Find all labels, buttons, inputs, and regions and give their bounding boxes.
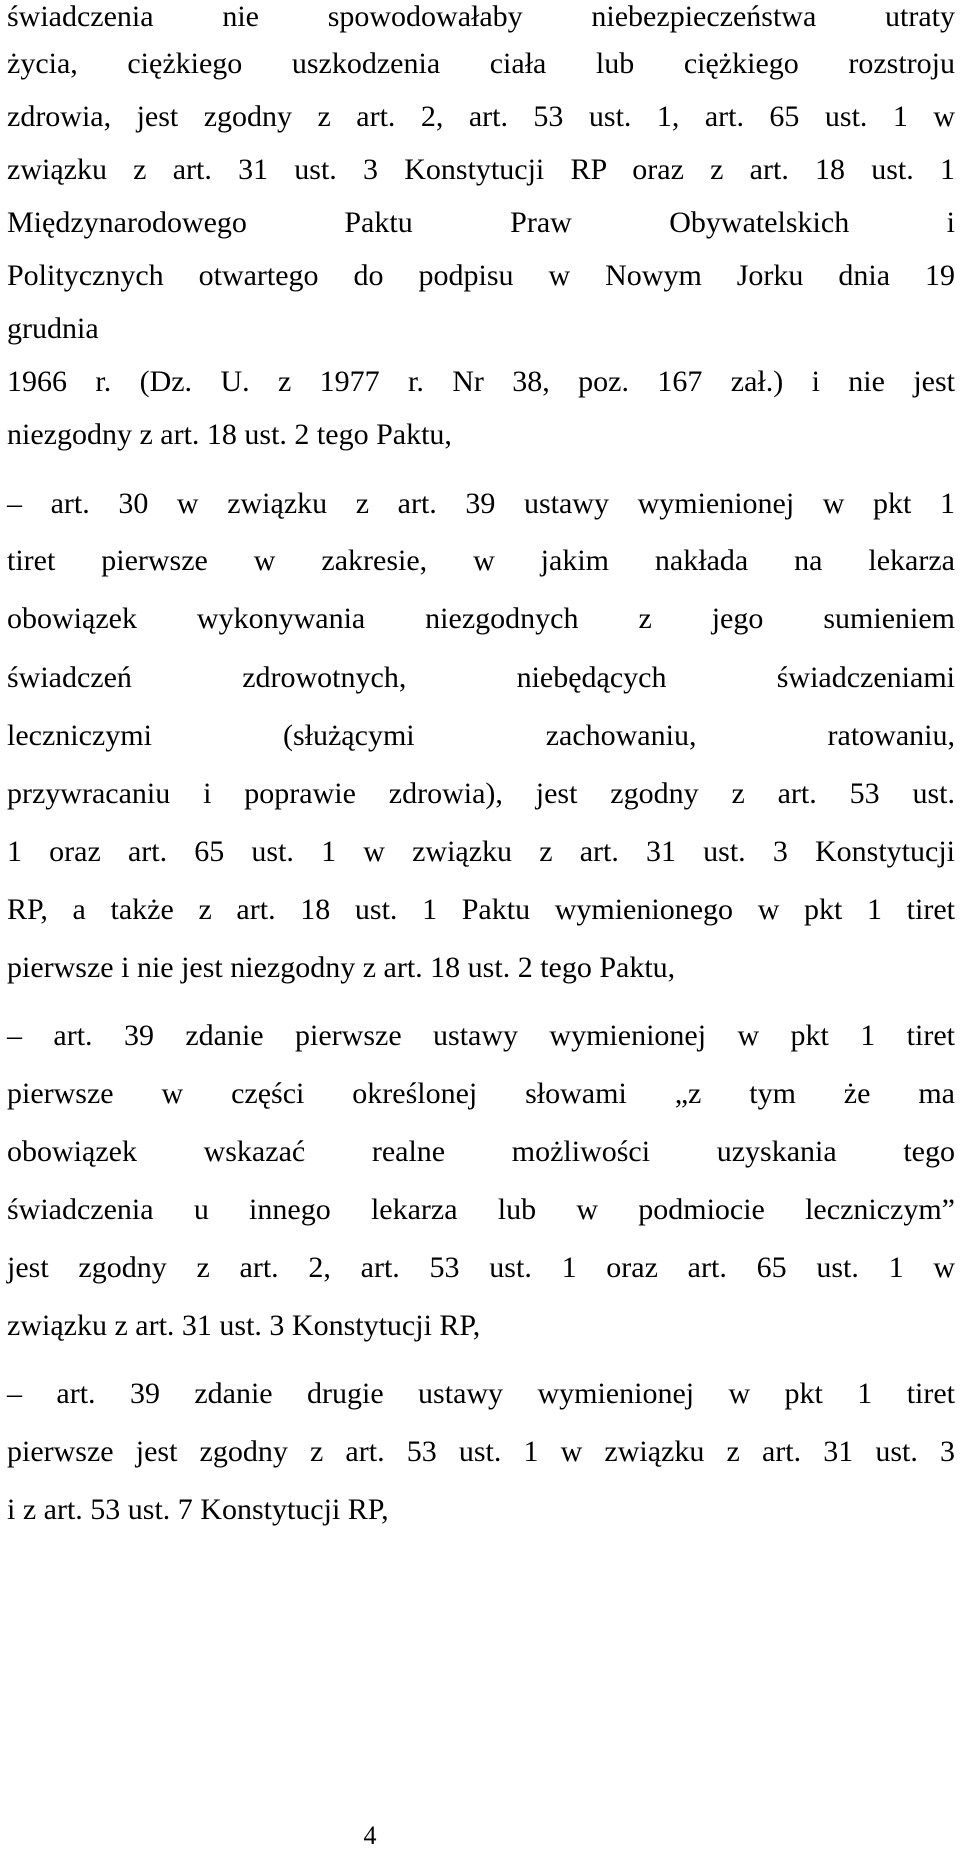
text-line: pierwsze i nie jest niezgodny z art. 18 ust. 2 tego Paktu, [7,951,676,984]
text-line: pierwsze w części określonej słowami „z tym że ma [7,1077,955,1110]
text-line: niezgodny z art. 18 ust. 2 tego Paktu, [7,418,452,451]
text-line: leczniczymi (służącymi zachowaniu, ratowaniu, [7,719,955,752]
text-line: świadczenia nie spowodowałaby niebezpieczeństwa utraty [7,0,955,33]
text-line: przywracaniu i poprawie zdrowia), jest zgodny z art. 53 ust. [7,777,955,810]
text-line: – art. 30 w związku z art. 39 ustawy wymienionej w pkt 1 [7,487,955,520]
text-line: grudnia [7,312,99,345]
text-line: pierwsze jest zgodny z art. 53 ust. 1 w związku z art. 31 ust. 3 [7,1435,955,1468]
text-line: tiret pierwsze w zakresie, w jakim nakłada na lekarza [7,544,955,577]
text-line: świadczenia u innego lekarza lub w podmiocie leczniczym” [7,1193,955,1226]
text-line: jest zgodny z art. 2, art. 53 ust. 1 oraz art. 65 ust. 1 w [7,1251,955,1284]
text-line: – art. 39 zdanie drugie ustawy wymienionej w pkt 1 tiret [7,1377,955,1410]
text-line: związku z art. 31 ust. 3 Konstytucji RP oraz z art. 18 ust. 1 [7,153,955,186]
text-line: Politycznych otwartego do podpisu w Nowym Jorku dnia 19 [7,259,955,292]
text-line: RP, a także z art. 18 ust. 1 Paktu wymienionego w pkt 1 tiret [7,893,955,926]
page-number: 4 [363,1821,377,1850]
text-line: obowiązek wykonywania niezgodnych z jego sumieniem [7,602,955,635]
text-line: świadczeń zdrowotnych, niebędących świadczeniami [7,661,955,694]
text-line: życia, ciężkiego uszkodzenia ciała lub ciężkiego rozstroju [7,47,955,80]
text-line: 1966 r. (Dz. U. z 1977 r. Nr 38, poz. 167 zał.) i nie jest [7,365,955,398]
text-line: 1 oraz art. 65 ust. 1 w związku z art. 31 ust. 3 Konstytucji [7,835,955,868]
text-line: – art. 39 zdanie pierwsze ustawy wymienionej w pkt 1 tiret [7,1019,955,1052]
text-line: obowiązek wskazać realne możliwości uzyskania tego [7,1135,955,1168]
text-line: związku z art. 31 ust. 3 Konstytucji RP, [7,1309,481,1342]
text-line: zdrowia, jest zgodny z art. 2, art. 53 ust. 1, art. 65 ust. 1 w [7,100,955,133]
text-line: Międzynarodowego Paktu Praw Obywatelskich i [7,206,955,239]
text-line: i z art. 53 ust. 7 Konstytucji RP, [7,1493,389,1526]
